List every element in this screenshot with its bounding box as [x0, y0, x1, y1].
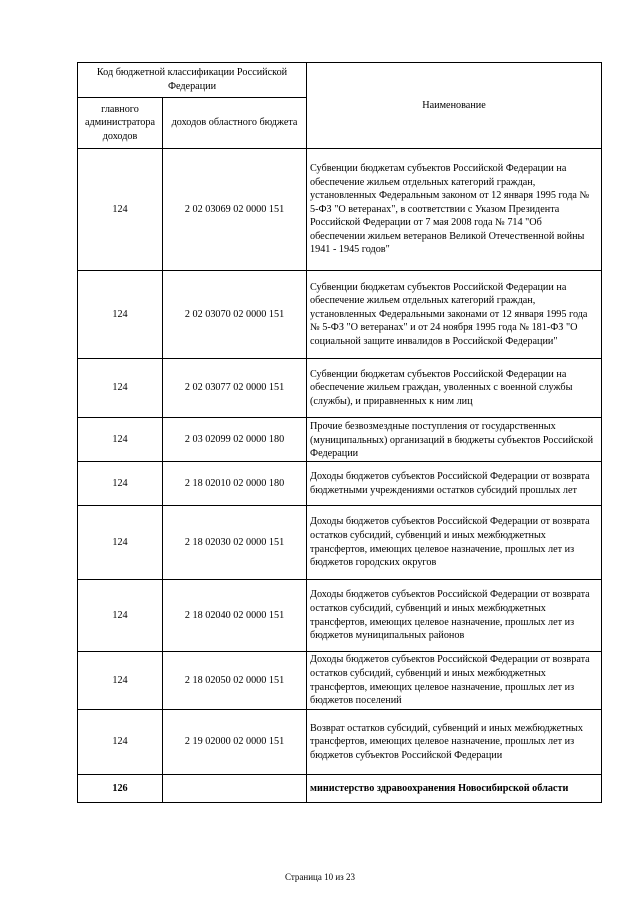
- admin-code-cell: 124: [78, 418, 163, 462]
- name-cell: Субвенции бюджетам субъектов Российской Федерации на обеспечение жильем отдельных категорий граждан, установленных Федеральным законом от 12 января 1995 года № 5-ФЗ "О ветеранах", в соответствии с Указом Президента Российской Федерации от 7 мая 2008 года № 714 "Об обеспечении жильем ветеранов Великой Отечественной войны 1941 - 1945 годов": [307, 149, 602, 271]
- income-code-cell: 2 02 03077 02 0000 151: [163, 359, 307, 418]
- name-cell: Доходы бюджетов субъектов Российской Федерации от возврата остатков субсидий, субвенций и иных межбюджетных трансфертов, имеющих целевое назначение, прошлых лет из бюджетов городских округов: [307, 506, 602, 580]
- income-code-cell: 2 18 02050 02 0000 151: [163, 652, 307, 710]
- admin-code-cell: 124: [78, 506, 163, 580]
- section-name-cell: министерство здравоохранения Новосибирской области: [307, 775, 602, 803]
- table-row: [78, 506, 602, 580]
- header-income: доходов областного бюджета: [163, 98, 307, 149]
- header-row-top: [78, 63, 602, 98]
- income-code-cell: 2 19 02000 02 0000 151: [163, 710, 307, 775]
- name-cell: Доходы бюджетов субъектов Российской Федерации от возврата бюджетными учреждениями остатков субсидий прошлых лет: [307, 462, 602, 506]
- admin-code-cell: 124: [78, 580, 163, 652]
- name-cell: Субвенции бюджетам субъектов Российской Федерации на обеспечение жильем отдельных категорий граждан, установленных Федеральными законами от 12 января 1995 года № 5-ФЗ "О ветеранах" и от 24 ноября 1995 года № 181-ФЗ "О социальной защите инвалидов в Российской Федерации": [307, 271, 602, 359]
- page-number: Страница 10 из 23: [285, 872, 355, 882]
- income-code-cell: 2 18 02010 02 0000 180: [163, 462, 307, 506]
- table-row: [78, 462, 602, 506]
- table-row: [78, 149, 602, 271]
- header-name: Наименование: [307, 63, 602, 149]
- table-row: [78, 710, 602, 775]
- table-row: [78, 418, 602, 462]
- header-admin: главного администратора доходов: [78, 98, 163, 149]
- income-code-cell: 2 02 03070 02 0000 151: [163, 271, 307, 359]
- income-code-cell: 2 18 02030 02 0000 151: [163, 506, 307, 580]
- table-row: [78, 359, 602, 418]
- income-code-cell: 2 02 03069 02 0000 151: [163, 149, 307, 271]
- table-row-section: [78, 775, 602, 803]
- admin-code-cell: 124: [78, 652, 163, 710]
- income-code-cell: 2 03 02099 02 0000 180: [163, 418, 307, 462]
- admin-code-cell: 124: [78, 710, 163, 775]
- header-group-title: Код бюджетной классификации Российской Федерации: [78, 63, 307, 98]
- name-cell: Доходы бюджетов субъектов Российской Федерации от возврата остатков субсидий, субвенций и иных межбюджетных трансфертов, имеющих целевое назначение, прошлых лет из бюджетов поселений: [307, 652, 602, 710]
- name-cell: Прочие безвозмездные поступления от государственных (муниципальных) организаций в бюджеты субъектов Российской Федерации: [307, 418, 602, 462]
- name-cell: Субвенции бюджетам субъектов Российской Федерации на обеспечение жильем граждан, уволенных с военной службы (службы), и приравненных к ним лиц: [307, 359, 602, 418]
- income-code-cell: 2 18 02040 02 0000 151: [163, 580, 307, 652]
- admin-code-cell: 124: [78, 359, 163, 418]
- name-cell: Доходы бюджетов субъектов Российской Федерации от возврата остатков субсидий, субвенций и иных межбюджетных трансфертов, имеющих целевое назначение, прошлых лет из бюджетов муниципальных районов: [307, 580, 602, 652]
- name-cell: Возврат остатков субсидий, субвенций и иных межбюджетных трансфертов, имеющих целевое назначение, прошлых лет из бюджетов субъектов Российской Федерации: [307, 710, 602, 775]
- admin-code-cell: 124: [78, 271, 163, 359]
- income-code-cell: [163, 775, 307, 803]
- table-row: [78, 652, 602, 710]
- admin-code-cell: 126: [78, 775, 163, 803]
- admin-code-cell: 124: [78, 462, 163, 506]
- table-row: [78, 580, 602, 652]
- table-row: [78, 271, 602, 359]
- admin-code-cell: 124: [78, 149, 163, 271]
- budget-classification-table: [77, 62, 602, 803]
